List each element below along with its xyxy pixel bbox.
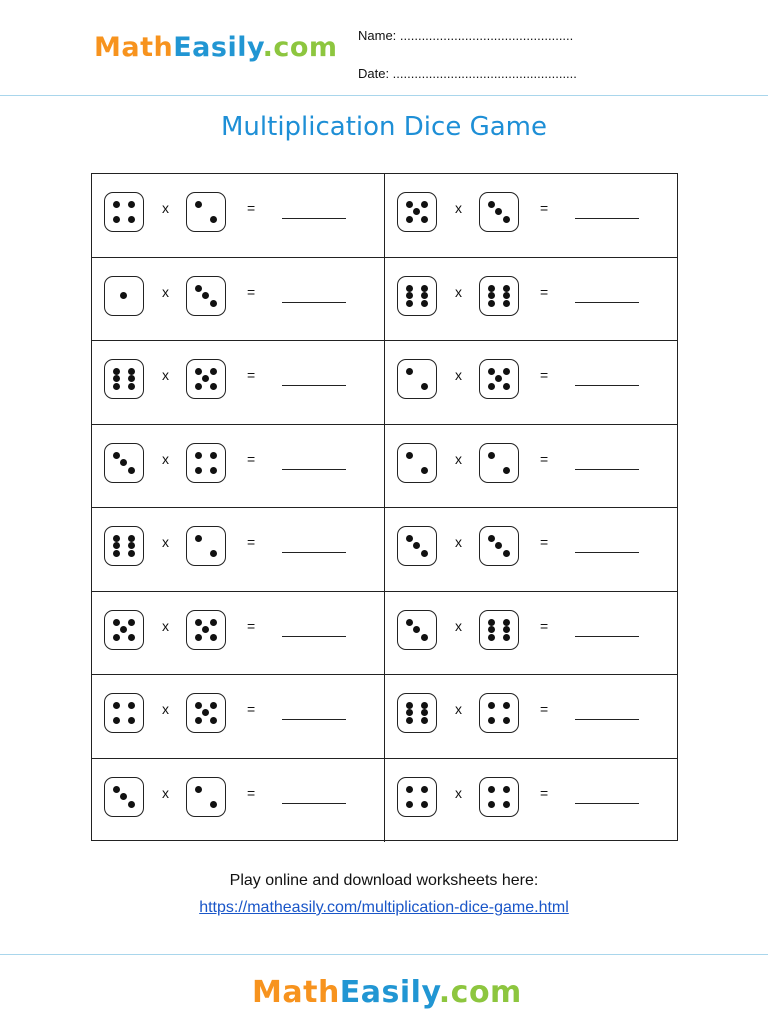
die-pip [406, 368, 413, 375]
die-6-icon [397, 693, 437, 733]
answer-blank[interactable] [282, 552, 346, 553]
answer-blank[interactable] [575, 302, 639, 303]
die-pip [202, 292, 209, 299]
answer-blank[interactable] [282, 218, 346, 219]
die-pip [202, 375, 209, 382]
die-pip [488, 786, 495, 793]
die-pip [195, 786, 202, 793]
die-3-icon [397, 610, 437, 650]
bottom-divider [0, 954, 768, 955]
die-pip [421, 717, 428, 724]
die-pip [503, 216, 510, 223]
equals-sign: = [540, 283, 549, 300]
die-4-icon [479, 693, 519, 733]
die-pip [128, 550, 135, 557]
equals-sign: = [540, 367, 549, 383]
die-pip [128, 634, 135, 641]
die-pip [488, 368, 495, 375]
die-pip [503, 383, 510, 390]
times-sign: x [455, 701, 462, 717]
die-pip [488, 619, 495, 626]
die-pip [421, 201, 428, 208]
die-pip [195, 467, 202, 474]
top-divider [0, 95, 768, 96]
die-5-icon [397, 192, 437, 232]
die-pip [202, 626, 209, 633]
die-6-icon [479, 276, 519, 316]
die-pip [128, 702, 135, 709]
die-pip [488, 634, 495, 641]
die-pip [413, 626, 420, 633]
logo-math: Math [94, 32, 174, 63]
die-3-icon [104, 443, 144, 483]
answer-blank[interactable] [575, 218, 639, 219]
times-sign: x [455, 200, 462, 216]
die-pip [406, 201, 413, 208]
die-pip [421, 292, 428, 299]
die-pip [421, 467, 428, 474]
die-pip [406, 717, 413, 724]
die-pip [113, 375, 120, 382]
die-pip [128, 216, 135, 223]
die-pip [202, 709, 209, 716]
die-3-icon [479, 526, 519, 566]
problem-cell [385, 592, 678, 676]
die-pip [503, 626, 510, 633]
logo-math: Math [252, 975, 340, 1010]
die-pip [113, 542, 120, 549]
answer-blank[interactable] [282, 636, 346, 637]
die-pip [421, 786, 428, 793]
die-pip [406, 709, 413, 716]
die-pip [421, 550, 428, 557]
die-4-icon [186, 443, 226, 483]
die-pip [488, 717, 495, 724]
die-pip [421, 709, 428, 716]
die-pip [488, 285, 495, 292]
die-pip [210, 216, 217, 223]
times-sign: x [162, 450, 169, 467]
die-pip [128, 542, 135, 549]
die-1-icon [104, 276, 144, 316]
equals-sign: = [247, 784, 256, 801]
answer-blank[interactable] [575, 636, 639, 637]
times-sign: x [455, 450, 462, 467]
problem-cell [92, 258, 385, 342]
die-6-icon [397, 276, 437, 316]
die-pip [113, 619, 120, 626]
problem-cell [385, 174, 678, 258]
die-5-icon [186, 610, 226, 650]
die-pip [128, 801, 135, 808]
die-5-icon [104, 610, 144, 650]
die-6-icon [104, 526, 144, 566]
problem-cell [385, 425, 678, 509]
die-pip [210, 634, 217, 641]
times-sign: x [162, 200, 169, 216]
die-2-icon [186, 777, 226, 817]
answer-blank[interactable] [282, 469, 346, 470]
problem-cell [92, 675, 385, 759]
times-sign: x [455, 367, 462, 383]
die-pip [406, 452, 413, 459]
die-6-icon [479, 610, 519, 650]
answer-blank[interactable] [575, 385, 639, 386]
die-pip [406, 216, 413, 223]
equals-sign: = [247, 283, 256, 300]
times-sign: x [162, 784, 169, 801]
die-pip [488, 535, 495, 542]
die-pip [113, 368, 120, 375]
die-pip [421, 383, 428, 390]
problem-cell [92, 341, 385, 425]
die-4-icon [104, 693, 144, 733]
die-pip [128, 467, 135, 474]
die-pip [128, 375, 135, 382]
equals-sign: = [247, 200, 256, 216]
die-4-icon [479, 777, 519, 817]
die-5-icon [479, 359, 519, 399]
problem-cell [385, 341, 678, 425]
die-pip [128, 368, 135, 375]
die-pip [210, 383, 217, 390]
die-pip [195, 368, 202, 375]
die-pip [210, 619, 217, 626]
equals-sign: = [540, 784, 549, 801]
die-pip [113, 452, 120, 459]
die-pip [210, 368, 217, 375]
die-3-icon [397, 526, 437, 566]
die-3-icon [479, 192, 519, 232]
die-4-icon [397, 777, 437, 817]
times-sign: x [162, 283, 169, 300]
die-2-icon [479, 443, 519, 483]
answer-blank[interactable] [575, 469, 639, 470]
times-sign: x [455, 617, 462, 634]
die-pip [113, 702, 120, 709]
die-pip [488, 626, 495, 633]
die-pip [128, 201, 135, 208]
problem-grid [91, 173, 678, 841]
die-pip [503, 467, 510, 474]
logo-dotcom: .com [262, 32, 338, 63]
die-pip [488, 201, 495, 208]
die-pip [210, 550, 217, 557]
die-pip [195, 634, 202, 641]
die-pip [488, 801, 495, 808]
die-pip [406, 702, 413, 709]
equals-sign: = [540, 200, 549, 216]
answer-blank[interactable] [575, 552, 639, 553]
answer-blank[interactable] [282, 385, 346, 386]
logo-easily: Easily [339, 975, 439, 1010]
die-pip [503, 801, 510, 808]
die-pip [503, 292, 510, 299]
die-pip [113, 717, 120, 724]
die-pip [406, 619, 413, 626]
die-pip [488, 383, 495, 390]
equals-sign: = [247, 534, 256, 550]
die-pip [210, 801, 217, 808]
problem-cell [385, 258, 678, 342]
die-pip [503, 368, 510, 375]
die-pip [113, 383, 120, 390]
die-pip [210, 300, 217, 307]
die-pip [210, 467, 217, 474]
equals-sign: = [540, 450, 549, 467]
die-pip [120, 793, 127, 800]
die-pip [488, 452, 495, 459]
die-pip [195, 619, 202, 626]
die-pip [503, 717, 510, 724]
die-pip [503, 634, 510, 641]
times-sign: x [455, 784, 462, 801]
die-pip [128, 619, 135, 626]
die-pip [406, 786, 413, 793]
die-pip [421, 300, 428, 307]
die-pip [113, 535, 120, 542]
equals-sign: = [247, 617, 256, 634]
problem-cell [92, 174, 385, 258]
die-pip [503, 619, 510, 626]
footer-link[interactable]: https://matheasily.com/multiplication-dice-game.html [199, 899, 569, 916]
die-pip [195, 535, 202, 542]
times-sign: x [455, 283, 462, 300]
die-pip [495, 208, 502, 215]
logo-dotcom: .com [438, 975, 522, 1010]
die-pip [120, 292, 127, 299]
die-pip [503, 702, 510, 709]
logo-easily: Easily [173, 32, 263, 63]
die-pip [406, 285, 413, 292]
equals-sign: = [540, 617, 549, 634]
die-pip [406, 801, 413, 808]
die-pip [421, 285, 428, 292]
die-pip [195, 201, 202, 208]
die-pip [120, 626, 127, 633]
die-pip [113, 550, 120, 557]
problem-cell [385, 759, 678, 843]
die-pip [113, 201, 120, 208]
die-pip [195, 702, 202, 709]
die-pip [128, 535, 135, 542]
die-pip [503, 285, 510, 292]
die-pip [406, 535, 413, 542]
die-pip [406, 300, 413, 307]
die-pip [210, 452, 217, 459]
die-2-icon [397, 359, 437, 399]
die-pip [421, 216, 428, 223]
equals-sign: = [540, 701, 549, 717]
equals-sign: = [540, 534, 549, 550]
die-pip [421, 634, 428, 641]
die-pip [195, 452, 202, 459]
die-4-icon [104, 192, 144, 232]
die-pip [421, 702, 428, 709]
die-pip [406, 292, 413, 299]
answer-blank[interactable] [282, 719, 346, 720]
die-pip [488, 292, 495, 299]
die-pip [195, 717, 202, 724]
die-pip [421, 801, 428, 808]
times-sign: x [455, 534, 462, 550]
die-pip [128, 717, 135, 724]
answer-blank[interactable] [282, 302, 346, 303]
times-sign: x [162, 534, 169, 550]
brand-logo-bottom [252, 975, 522, 1010]
die-pip [503, 300, 510, 307]
die-pip [488, 702, 495, 709]
problem-cell [92, 759, 385, 843]
die-pip [495, 375, 502, 382]
equals-sign: = [247, 450, 256, 467]
die-pip [488, 300, 495, 307]
die-2-icon [186, 192, 226, 232]
die-pip [503, 786, 510, 793]
die-pip [495, 542, 502, 549]
die-2-icon [397, 443, 437, 483]
die-pip [413, 208, 420, 215]
brand-logo-top [94, 32, 338, 63]
die-pip [503, 550, 510, 557]
equals-sign: = [247, 367, 256, 383]
times-sign: x [162, 617, 169, 634]
die-3-icon [104, 777, 144, 817]
die-3-icon [186, 276, 226, 316]
die-pip [210, 702, 217, 709]
answer-blank[interactable] [282, 803, 346, 804]
die-pip [120, 459, 127, 466]
problem-cell [92, 592, 385, 676]
problem-cell [385, 508, 678, 592]
name-field[interactable]: Name: ................................................ [358, 28, 574, 43]
answer-blank[interactable] [575, 803, 639, 804]
page-title: Multiplication Dice Game [220, 112, 547, 142]
die-pip [195, 285, 202, 292]
times-sign: x [162, 701, 169, 717]
die-6-icon [104, 359, 144, 399]
die-pip [113, 216, 120, 223]
die-pip [113, 786, 120, 793]
times-sign: x [162, 367, 169, 383]
footer-text: Play online and download worksheets here: [229, 872, 539, 889]
problem-cell [92, 425, 385, 509]
problem-cell [92, 508, 385, 592]
equals-sign: = [247, 701, 256, 717]
answer-blank[interactable] [575, 719, 639, 720]
die-5-icon [186, 359, 226, 399]
problem-cell [385, 675, 678, 759]
die-pip [210, 717, 217, 724]
die-pip [195, 383, 202, 390]
die-pip [113, 634, 120, 641]
die-pip [128, 383, 135, 390]
date-field[interactable]: Date: ................................................... [358, 66, 577, 81]
die-2-icon [186, 526, 226, 566]
die-pip [413, 542, 420, 549]
die-5-icon [186, 693, 226, 733]
